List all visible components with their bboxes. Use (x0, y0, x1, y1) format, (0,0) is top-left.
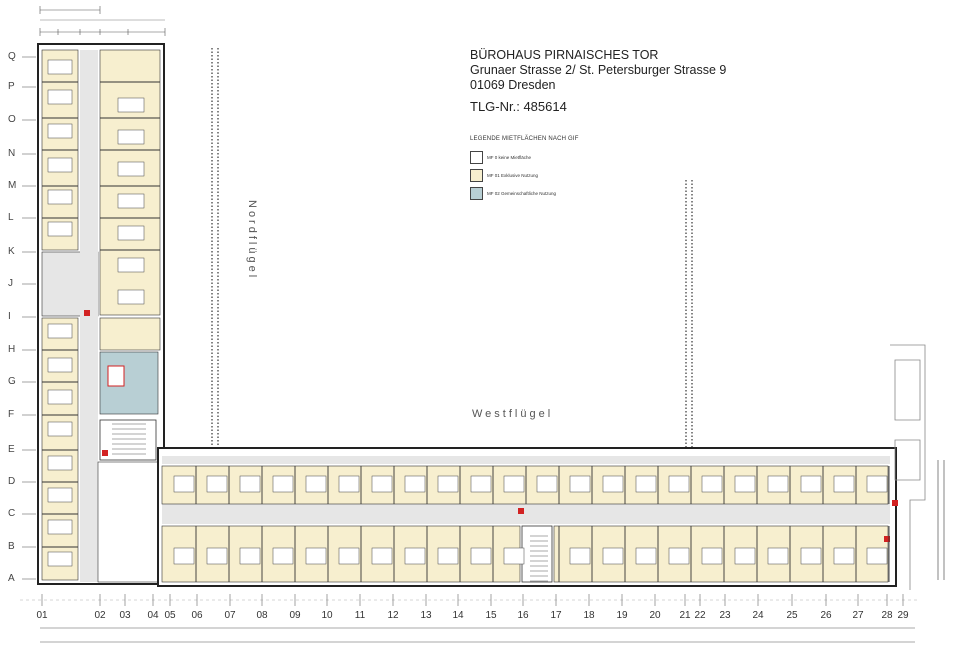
column-label-25: 25 (786, 610, 798, 621)
column-label-13: 13 (420, 610, 432, 621)
column-label-22: 22 (694, 610, 706, 621)
west-room-label (735, 548, 755, 564)
west-room-label (636, 476, 656, 492)
west-room-label (240, 476, 260, 492)
column-label-19: 19 (616, 610, 628, 621)
row-label-a: A (8, 573, 15, 584)
row-label-p: P (8, 81, 15, 92)
west-room-label (174, 476, 194, 492)
row-label-g: G (8, 376, 16, 387)
north-room-label (48, 488, 72, 502)
column-label-18: 18 (583, 610, 595, 621)
row-label-m: M (8, 180, 17, 191)
west-room-label (174, 548, 194, 564)
column-label-06: 06 (191, 610, 203, 621)
west-room-label (273, 548, 293, 564)
column-label-21: 21 (679, 610, 691, 621)
west-room-label (405, 476, 425, 492)
north-room-label (48, 90, 72, 104)
north-room-label (118, 226, 144, 240)
west-room-label (801, 476, 821, 492)
column-label-14: 14 (452, 610, 464, 621)
north-room-label (48, 222, 72, 236)
west-room-label (834, 548, 854, 564)
legend-item (470, 148, 579, 166)
west-room-label (537, 476, 557, 492)
west-room-label (636, 548, 656, 564)
west-room-label (273, 476, 293, 492)
west-room-label (867, 476, 887, 492)
column-label-08: 08 (256, 610, 268, 621)
west-room-label (372, 548, 392, 564)
west-room-label (438, 548, 458, 564)
west-wing-dimension-chains (686, 180, 692, 450)
north-room-label (48, 158, 72, 172)
column-label-07: 07 (224, 610, 236, 621)
row-label-o: O (8, 114, 16, 125)
row-label-l: L (8, 212, 14, 223)
column-label-05: 05 (164, 610, 176, 621)
legend-item (470, 166, 579, 184)
west-room-label (438, 476, 458, 492)
legend-heading: LEGENDE MIETFLÄCHEN NACH GIF (470, 136, 579, 142)
west-room-label (471, 476, 491, 492)
legend (470, 136, 579, 202)
north-room-label (48, 324, 72, 338)
legend-label: MF 02 Gemeinschaftliche Nutzung (487, 190, 557, 196)
column-label-17: 17 (550, 610, 562, 621)
row-label-c: C (8, 508, 16, 519)
row-label-i: I (8, 311, 11, 322)
west-room-label (669, 476, 689, 492)
north-room-label (48, 124, 72, 138)
wing-label-north: Nordflügel (246, 200, 258, 281)
row-label-j: J (8, 278, 13, 289)
top-dimension-lines (40, 6, 165, 36)
north-room-label (48, 390, 72, 404)
west-room-label (702, 548, 722, 564)
north-room-label (48, 190, 72, 204)
row-label-h: H (8, 344, 16, 355)
row-label-e: E (8, 444, 15, 455)
column-label-23: 23 (719, 610, 731, 621)
legend-label: MF 0 keine Mietfläche (487, 154, 532, 160)
column-label-16: 16 (517, 610, 529, 621)
title-block (470, 48, 726, 114)
west-room-label (735, 476, 755, 492)
city-address: 01069 Dresden (470, 78, 556, 92)
west-room-label (801, 548, 821, 564)
column-label-24: 24 (752, 610, 764, 621)
west-wing (158, 448, 898, 586)
west-room-label (207, 476, 227, 492)
north-room-label (118, 258, 144, 272)
west-room-label (306, 548, 326, 564)
north-room-label (48, 60, 72, 74)
wing-label-west: Westflügel (472, 408, 554, 420)
west-room-label (504, 548, 524, 564)
street-address: Grunaer Strasse 2/ St. Petersburger Strasse 9 (470, 63, 727, 77)
column-label-29: 29 (897, 610, 909, 621)
west-room-label (372, 476, 392, 492)
west-room-label (240, 548, 260, 564)
column-label-02: 02 (94, 610, 106, 621)
row-label-n: N (8, 148, 16, 159)
west-room-label (768, 476, 788, 492)
west-room-label (768, 548, 788, 564)
tlg-number: TLG-Nr.: 485614 (470, 99, 567, 114)
building-name: BÜROHAUS PIRNAISCHES TOR (470, 48, 659, 62)
north-room-label (118, 290, 144, 304)
west-room-label (702, 476, 722, 492)
north-room-label (48, 456, 72, 470)
north-room-label (48, 422, 72, 436)
column-label-11: 11 (354, 610, 366, 621)
west-room-label (867, 548, 887, 564)
column-label-03: 03 (119, 610, 131, 621)
row-label-f: F (8, 409, 15, 420)
legend-swatch-mf0 (470, 151, 483, 164)
column-label-15: 15 (485, 610, 497, 621)
legend-swatch-mf01 (470, 169, 483, 182)
north-wing-dimension-chains (212, 48, 218, 450)
west-room-label (339, 476, 359, 492)
row-label-q: Q (8, 51, 16, 62)
north-room-label (118, 98, 144, 112)
bottom-dimension-lines (40, 628, 915, 642)
west-room-label (669, 548, 689, 564)
row-label-k: K (8, 246, 15, 257)
north-room-label (118, 162, 144, 176)
west-room-label (306, 476, 326, 492)
west-room-label (603, 548, 623, 564)
column-label-26: 26 (820, 610, 832, 621)
west-room-label (471, 548, 491, 564)
west-room-label (834, 476, 854, 492)
column-label-20: 20 (649, 610, 661, 621)
column-label-27: 27 (852, 610, 864, 621)
column-label-04: 04 (147, 610, 159, 621)
row-label-b: B (8, 541, 15, 552)
west-room-label (504, 476, 524, 492)
column-label-12: 12 (387, 610, 399, 621)
west-room-label (405, 548, 425, 564)
west-room-label (603, 476, 623, 492)
column-label-09: 09 (289, 610, 301, 621)
west-room-label (570, 548, 590, 564)
north-room-label (48, 520, 72, 534)
north-room-label (48, 358, 72, 372)
row-label-d: D (8, 476, 16, 487)
west-room-label (339, 548, 359, 564)
north-room-label (118, 194, 144, 208)
column-label-28: 28 (881, 610, 893, 621)
west-room-label (207, 548, 227, 564)
legend-item (470, 184, 579, 202)
west-room-label (570, 476, 590, 492)
north-room-label (48, 552, 72, 566)
right-dimension-chain (938, 460, 944, 580)
legend-label: MF 01 Exklusive Nutzung (487, 172, 539, 178)
north-room-label (118, 130, 144, 144)
column-label-01: 01 (36, 610, 48, 621)
column-label-10: 10 (321, 610, 333, 621)
legend-swatch-mf02 (470, 187, 483, 200)
